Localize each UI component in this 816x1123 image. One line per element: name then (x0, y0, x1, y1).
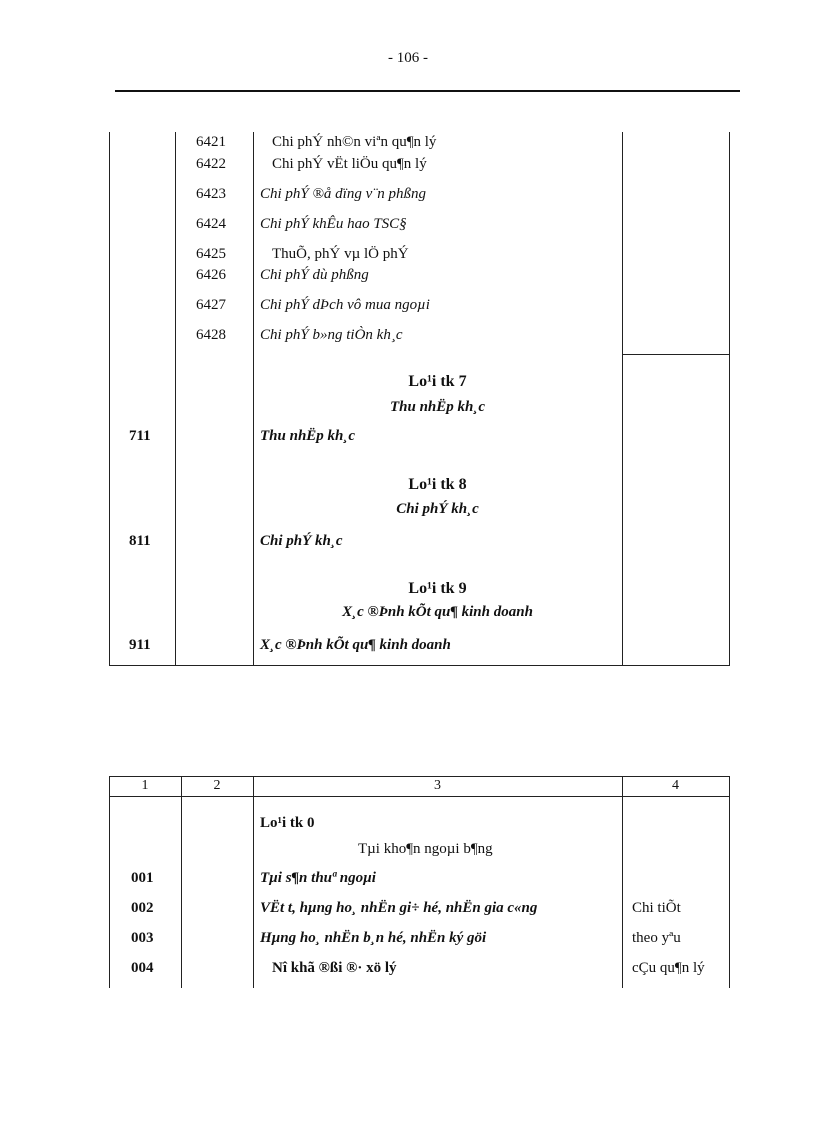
account-code-004: 004 (131, 960, 154, 976)
table-row-name: Chi phÝ vËt liÖu qu¶n lý (272, 156, 427, 172)
class-9-subtitle: X¸c ®Þnh kÕt qu¶ kinh doanh (342, 604, 533, 620)
table1-right-border (729, 132, 730, 666)
table-row-sub-code: 6428 (196, 327, 226, 343)
account-note-004: cÇu qu¶n lý (632, 960, 705, 976)
account-name-811: Chi phÝ kh¸c (260, 533, 343, 549)
table2-top-border (109, 776, 729, 777)
account-note-003: theo yªu (632, 930, 681, 946)
column-header-4: 4 (672, 778, 679, 793)
class-8-title: Lo¹i tk 8 (408, 476, 467, 493)
class-8-subtitle: Chi phÝ kh¸c (396, 501, 479, 517)
table2-right-border (729, 776, 730, 988)
account-code-001: 001 (131, 870, 154, 886)
column-header-3: 3 (434, 778, 441, 793)
account-name-002: VËt t, hµng ho¸ nhËn gi÷ hé, nhËn gia c«ng (260, 900, 538, 916)
table-row-sub-code: 6422 (196, 156, 226, 172)
table-row-sub-code: 6424 (196, 216, 226, 232)
header-rule (115, 90, 740, 92)
table-row-name: Chi phÝ nh©n viªn qu¶n lý (272, 134, 437, 150)
table2-col-divider-1 (181, 776, 182, 988)
account-code-002: 002 (131, 900, 154, 916)
table-row-name: Chi phÝ dÞch vô mua ngoµi (260, 297, 430, 313)
column-header-1: 1 (141, 778, 149, 793)
class-7-title: Lo¹i tk 7 (408, 373, 467, 390)
table-row-sub-code: 6423 (196, 186, 226, 202)
table-row-sub-code: 6427 (196, 297, 226, 313)
page-number: - 106 - (388, 50, 428, 66)
table-row-sub-code: 6425 (196, 246, 226, 262)
column-header-2: 2 (213, 778, 221, 793)
class-0-title: Lo¹i tk 0 (260, 815, 315, 831)
table2-col-divider-2 (253, 776, 254, 988)
account-name-004: Nî khã ®ßi ®· xö lý (272, 960, 397, 976)
table-row-sub-code: 6426 (196, 267, 226, 283)
account-code-711: 711 (129, 428, 151, 444)
table1-note-divider (622, 354, 729, 355)
account-name-001: Tµi s¶n thuª ngoµi (260, 870, 376, 886)
table1-left-border (109, 132, 110, 666)
table-row-sub-code: 6421 (196, 134, 226, 150)
table2-header-bottom (109, 796, 729, 797)
account-code-911: 911 (129, 637, 151, 653)
table1-col-divider-1 (175, 132, 176, 666)
table-row-name: Chi phÝ ®å dïng v¨n phßng (260, 186, 426, 202)
account-name-003: Hµng ho¸ nhËn b¸n hé, nhËn ký göi (260, 930, 487, 946)
account-name-911: X¸c ®Þnh kÕt qu¶ kinh doanh (260, 637, 451, 653)
class-0-subtitle: Tµi kho¶n ngoµi b¶ng (358, 841, 493, 857)
table-row-name: Chi phÝ khÊu hao TSC§ (260, 216, 407, 232)
table1-col-divider-3 (622, 132, 623, 666)
table-row-name: Chi phÝ dù phßng (260, 267, 369, 283)
table2-col-divider-3 (622, 776, 623, 988)
class-9-title: Lo¹i tk 9 (408, 580, 467, 597)
table-row-name: ThuÕ, phÝ vµ lÖ phÝ (272, 246, 409, 262)
class-7-subtitle: Thu nhËp kh¸c (389, 399, 486, 415)
account-code-003: 003 (131, 930, 154, 946)
table2-left-border (109, 776, 110, 988)
table1-bottom-border (109, 665, 729, 666)
account-name-711: Thu nhËp kh¸c (260, 428, 356, 444)
account-note-002: Chi tiÕt (632, 900, 681, 916)
table-row-name: Chi phÝ b»ng tiÒn kh¸c (260, 327, 403, 343)
account-code-811: 811 (129, 533, 151, 549)
